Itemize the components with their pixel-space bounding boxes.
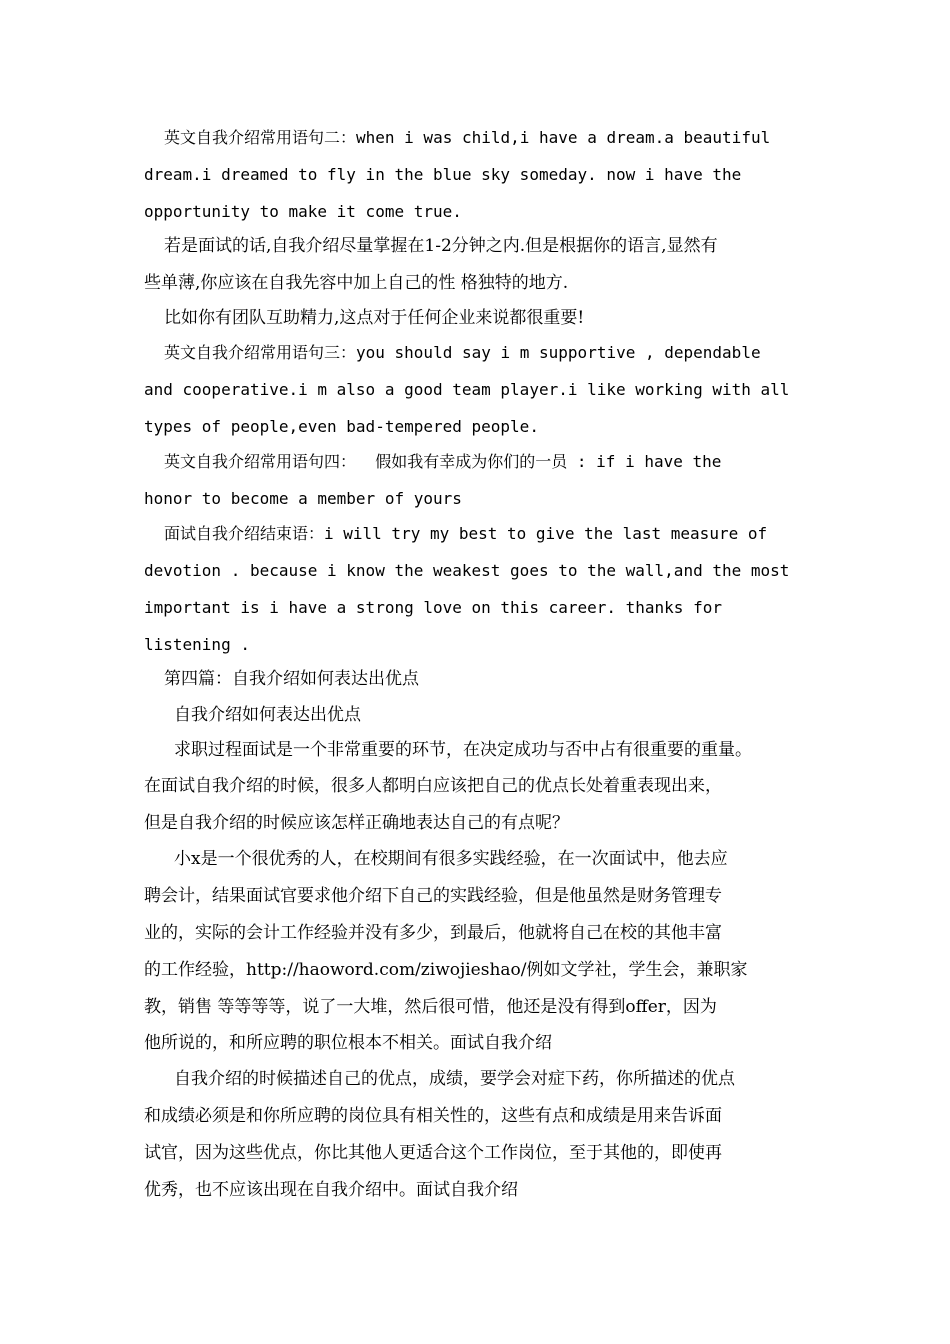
text-line: 优秀，也不应该出现在自我介绍中。面试自我介绍 [144, 1180, 518, 1200]
text-line: 在面试自我介绍的时候，很多人都明白应该把自己的优点长处着重表现出来， [144, 776, 722, 796]
text-line: 的工作经验，http://haoword.com/ziwojieshao/例如文学社，学生会，兼职家 [144, 960, 748, 980]
text-line: 教，销售 等等等等，说了一大堆，然后很可惜，他还是没有得到offer，因为 [144, 997, 717, 1017]
text-line: 若是面试的话,自我介绍尽量掌握在1-2分钟之内.但是根据你的语言,显然有 [164, 236, 718, 256]
text-line: dream.i dreamed to fly in the blue sky someday. now i have the [144, 165, 742, 184]
text-line: 试官，因为这些优点，你比其他人更适合这个工作岗位，至于其他的，即使再 [144, 1143, 722, 1163]
text-line: opportunity to make it come true. [144, 202, 462, 221]
text-line: 自我介绍的时候描述自己的优点，成绩，要学会对症下药，你所描述的优点 [174, 1069, 735, 1089]
text-line: honor to become a member of yours [144, 489, 462, 508]
text-line: 和成绩必须是和你所应聘的岗位具有相关性的，这些有点和成绩是用来告诉面 [144, 1106, 722, 1126]
text-line: 求职过程面试是一个非常重要的环节，在决定成功与否中占有很重要的重量。 [174, 740, 752, 760]
text-line: 英文自我介绍常用语句二：when i was child,i have a dream.a beautiful [164, 128, 771, 147]
text-line: 业的，实际的会计工作经验并没有多少，到最后，他就将自己在校的其他丰富 [144, 923, 722, 943]
text-line: 英文自我介绍常用语句三：you should say i m supportive , dependable [164, 343, 761, 362]
text-line: 小x是一个很优秀的人，在校期间有很多实践经验，在一次面试中，他去应 [174, 849, 728, 869]
section-heading: 第四篇：自我介绍如何表达出优点 [164, 669, 419, 689]
text-line: important is i have a strong love on this career. thanks for [144, 598, 722, 617]
text-line: 英文自我介绍常用语句四： 假如我有幸成为你们的一员 : if i have the [164, 452, 722, 471]
text-line: 面试自我介绍结束语：i will try my best to give the last measure of [164, 524, 768, 543]
text-line: 但是自我介绍的时候应该怎样正确地表达自己的有点呢？ [144, 813, 569, 833]
text-line: types of people,even bad-tempered people. [144, 417, 539, 436]
text-line: devotion . because i know the weakest goes to the wall,and the most [144, 561, 790, 580]
text-line: 聘会计，结果面试官要求他介绍下自己的实践经验，但是他虽然是财务管理专 [144, 886, 722, 906]
section-subtitle: 自我介绍如何表达出优点 [174, 705, 361, 725]
text-line: listening . [144, 635, 250, 654]
text-line: and cooperative.i m also a good team player.i like working with all [144, 380, 790, 399]
text-line: 比如你有团队互助精力,这点对于任何企业来说都很重要! [164, 308, 585, 328]
text-line: 些单薄,你应该在自我先容中加上自己的性 格独特的地方. [144, 273, 569, 293]
text-line: 他所说的，和所应聘的职位根本不相关。面试自我介绍 [144, 1033, 552, 1053]
